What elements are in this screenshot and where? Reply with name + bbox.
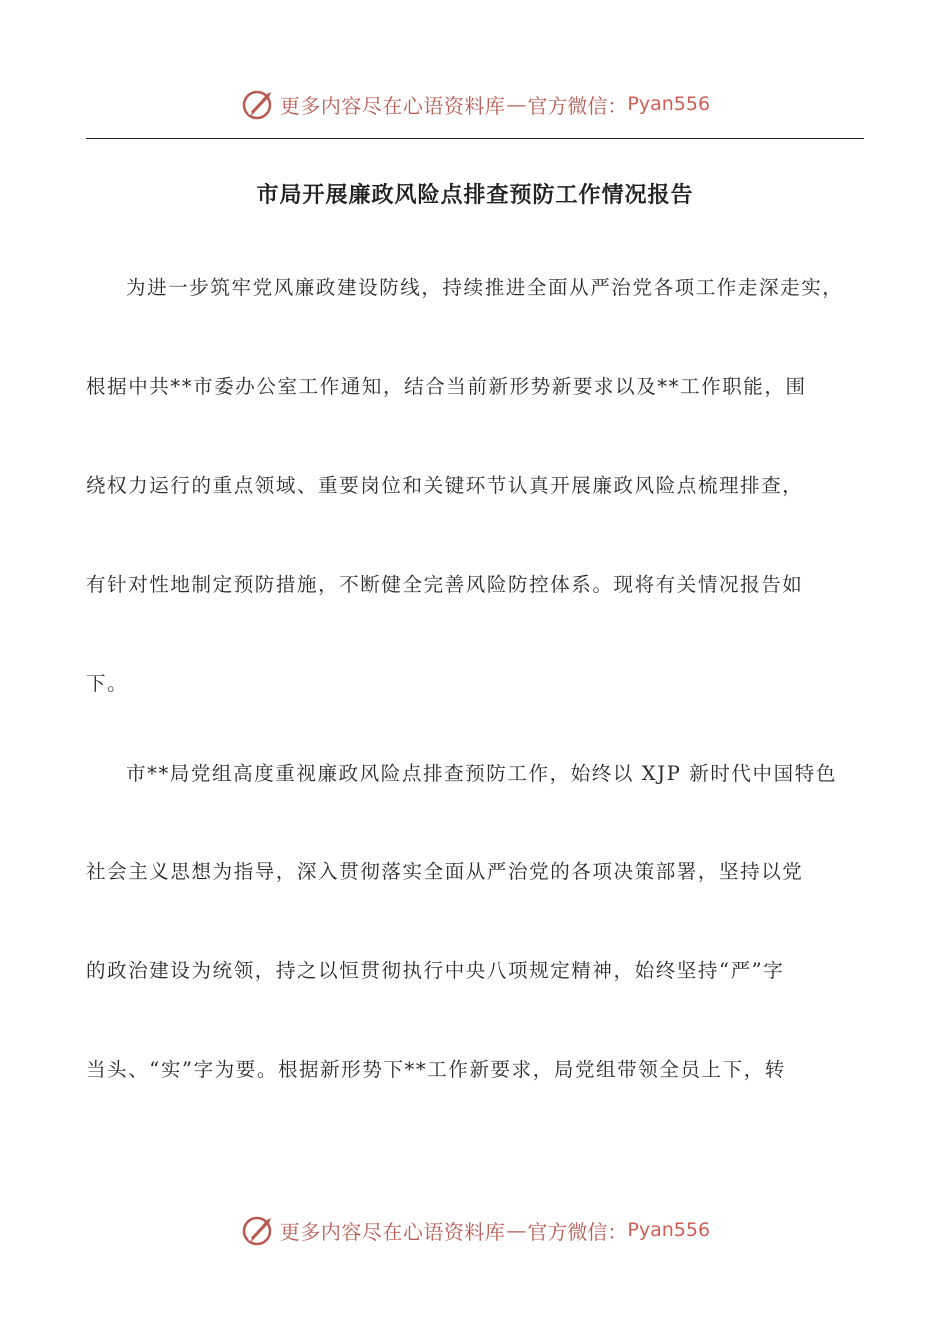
header-watermark	[0, 84, 950, 124]
paragraph-2-line: 市**局党组高度重视廉政风险点排查预防工作，始终以 XJP 新时代中国特色	[126, 762, 837, 785]
footer-watermark-text: 更多内容尽在心语资料库	[279, 1219, 506, 1244]
footer-watermark-dash: —	[506, 1218, 527, 1242]
footer-watermark-label: 官方微信：	[527, 1219, 628, 1244]
paragraph-1-line: 绕权力运行的重点领域、重要岗位和关键环节认真开展廉政风险点梳理排查，	[86, 474, 804, 497]
header-watermark-dash: —	[506, 92, 527, 116]
paragraph-1-line: 为进一步筑牢党风廉政建设防线，持续推进全面从严治党各项工作走深走实，	[126, 276, 844, 299]
paragraph-2-line: 当头、“实”字为要。根据新形势下**工作新要求，局党组带领全员上下，转	[86, 1058, 786, 1081]
header-watermark-text: 更多内容尽在心语资料库	[279, 93, 506, 118]
header-divider	[86, 138, 864, 139]
paragraph-1-line: 有针对性地制定预防措施，不断健全完善风险防控体系。现将有关情况报告如	[86, 573, 804, 596]
quill-pen-logo-icon	[240, 86, 276, 122]
paragraph-2-line: 社会主义思想为指导，深入贯彻落实全面从严治党的各项决策部署，坚持以党	[86, 860, 804, 883]
footer-watermark	[0, 1210, 950, 1250]
header-watermark-id: Pyan556	[627, 93, 711, 115]
document-title: 市局开展廉政风险点排查预防工作情况报告	[256, 183, 694, 208]
paragraph-2-line: 的政治建设为统领，持之以恒贯彻执行中央八项规定精神，始终坚持“严”字	[86, 959, 785, 982]
footer-watermark-id: Pyan556	[627, 1219, 711, 1241]
quill-pen-logo-icon	[240, 1212, 276, 1248]
header-watermark-label: 官方微信：	[527, 93, 628, 118]
paragraph-1-line: 根据中共**市委办公室工作通知，结合当前新形势新要求以及**工作职能，围	[86, 375, 807, 398]
paragraph-1-line: 下。	[86, 672, 129, 695]
